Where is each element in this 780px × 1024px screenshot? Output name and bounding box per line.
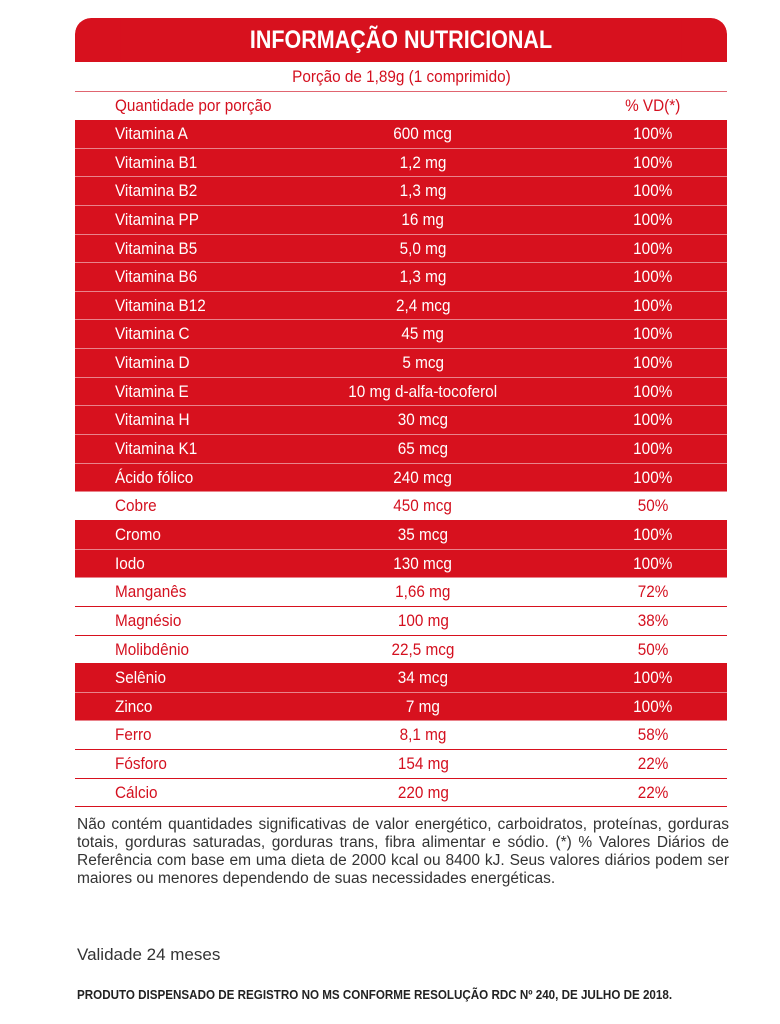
table-row [75, 664, 727, 693]
nutrient-vd: 72% [637, 582, 669, 602]
nutrient-vd: 100% [633, 324, 673, 344]
nutrient-vd: 100% [633, 353, 673, 373]
table-row [75, 177, 727, 206]
nutrient-amount: 8,1 mg [399, 725, 447, 745]
nutrient-name: Vitamina B6 [115, 267, 198, 287]
table-row [75, 349, 727, 378]
nutrient-amount: 35 mcg [397, 524, 449, 544]
nutrient-vd: 100% [633, 553, 673, 573]
nutrient-amount: 1,3 mg [399, 181, 447, 201]
nutrient-name: Ferro [115, 725, 152, 745]
nutrient-name: Fósforo [115, 754, 167, 774]
header-vd: % VD(*) [625, 96, 681, 115]
nutrient-amount: 450 mcg [393, 496, 453, 516]
nutrient-amount: 240 mcg [393, 467, 453, 487]
nutrient-name: Cobre [115, 496, 157, 516]
nutrient-vd: 100% [633, 295, 673, 315]
table-row [75, 521, 727, 550]
nutrient-name: Vitamina B1 [115, 152, 198, 172]
table-row [75, 636, 727, 665]
nutrient-vd: 100% [633, 439, 673, 459]
nutrient-name: Vitamina A [115, 124, 188, 143]
nutrient-vd: 38% [637, 610, 669, 630]
nutrient-name: Vitamina C [115, 324, 190, 344]
registration-notice: PRODUTO DISPENSADO DE REGISTRO NO MS CONFORME RESOLUÇÃO RDC Nº 240, DE JULHO DE 2018. [77, 988, 673, 1002]
nutrient-vd: 50% [637, 496, 669, 516]
nutrient-amount: 100 mg [397, 610, 449, 630]
nutrient-amount: 22,5 mcg [391, 639, 455, 659]
nutrient-vd: 100% [633, 238, 673, 258]
nutrient-vd: 100% [633, 467, 673, 487]
nutrient-vd: 100% [633, 410, 673, 430]
table-row [75, 378, 727, 407]
table-row [75, 120, 727, 149]
table-row [75, 292, 727, 321]
nutrient-name: Zinco [115, 696, 153, 716]
nutrient-name: Iodo [115, 553, 145, 573]
nutrient-amount: 30 mcg [397, 410, 449, 430]
nutrient-vd: 22% [637, 754, 669, 774]
table-row [75, 750, 727, 779]
nutrient-name: Vitamina PP [115, 209, 199, 229]
nutrient-vd: 100% [633, 209, 673, 229]
nutrient-name: Vitamina H [115, 410, 190, 430]
table-row [75, 406, 727, 435]
nutrient-vd: 100% [633, 124, 673, 143]
table-row [75, 263, 727, 292]
table-row [75, 779, 727, 808]
table-row [75, 464, 727, 493]
title-bar [75, 18, 727, 62]
nutrient-amount: 130 mcg [393, 553, 453, 573]
nutrient-name: Cálcio [115, 782, 158, 802]
table-row [75, 607, 727, 636]
table-row [75, 235, 727, 264]
table-row [75, 550, 727, 579]
nutrient-name: Vitamina K1 [115, 439, 198, 459]
nutrient-vd: 58% [637, 725, 669, 745]
nutrient-name: Manganês [115, 582, 187, 602]
validity-text: Validade 24 meses [77, 945, 221, 964]
nutrient-name: Vitamina D [115, 353, 190, 373]
nutrient-amount: 10 mg d-alfa-tocoferol [348, 381, 498, 401]
nutrient-amount: 5,0 mg [399, 238, 447, 258]
nutrient-vd: 100% [633, 152, 673, 172]
portion-info [75, 62, 727, 92]
nutrient-name: Molibdênio [115, 639, 190, 659]
nutrient-amount: 2,4 mcg [395, 295, 451, 315]
table-row [75, 320, 727, 349]
nutrient-name: Cromo [115, 524, 161, 544]
nutrient-name: Vitamina B5 [115, 238, 198, 258]
table-header [75, 92, 727, 120]
nutrient-vd: 100% [633, 181, 673, 201]
nutrient-amount: 34 mcg [397, 668, 449, 688]
nutrient-vd: 100% [633, 696, 673, 716]
table-row [75, 578, 727, 607]
table-row [75, 206, 727, 235]
table-body [75, 120, 727, 807]
nutrient-name: Vitamina B2 [115, 181, 198, 201]
nutrient-amount: 5 mcg [402, 353, 444, 373]
nutrient-vd: 100% [633, 267, 673, 287]
nutrient-amount: 1,2 mg [399, 152, 447, 172]
nutrient-amount: 220 mg [397, 782, 449, 802]
nutrient-amount: 65 mcg [397, 439, 449, 459]
nutrient-vd: 100% [633, 668, 673, 688]
nutrient-amount: 1,66 mg [395, 582, 451, 602]
table-row [75, 693, 727, 722]
nutrient-name: Selênio [115, 668, 167, 688]
nutrient-vd: 22% [637, 782, 669, 802]
table-title: INFORMAÇÃO NUTRICIONAL [121, 18, 682, 62]
nutrient-amount: 600 mcg [393, 124, 453, 143]
nutrient-name: Vitamina B12 [115, 295, 206, 315]
table-row [75, 435, 727, 464]
nutrient-name: Vitamina E [115, 381, 189, 401]
table-row [75, 492, 727, 521]
nutrient-amount: 7 mg [405, 696, 441, 716]
nutrient-amount: 16 mg [401, 209, 445, 229]
table-row [75, 149, 727, 178]
nutrient-name: Magnésio [115, 610, 182, 630]
nutrient-amount: 154 mg [397, 754, 449, 774]
nutrient-name: Ácido fólico [115, 467, 194, 487]
nutrition-table [75, 18, 727, 808]
footnote: Não contém quantidades significativas de valor energético, carboidratos, proteínas, gorduras totais, gorduras saturadas, gorduras trans, fibra alimentar e sódio. (*) % Valores Diários de Referência com base em uma dieta de 2000 kcal ou 8400 kJ. Seus valores diários podem ser maiores ou menores dependendo de suas necessidades energéticas. [77, 816, 729, 887]
nutrient-amount: 1,3 mg [399, 267, 447, 287]
nutrient-vd: 100% [633, 524, 673, 544]
nutrient-vd: 100% [633, 381, 673, 401]
nutrient-amount: 45 mg [401, 324, 445, 344]
table-row [75, 721, 727, 750]
portion-text: Porção de 1,89g (1 comprimido) [291, 67, 511, 86]
nutrient-vd: 50% [637, 639, 669, 659]
header-quantity: Quantidade por porção [115, 96, 272, 115]
